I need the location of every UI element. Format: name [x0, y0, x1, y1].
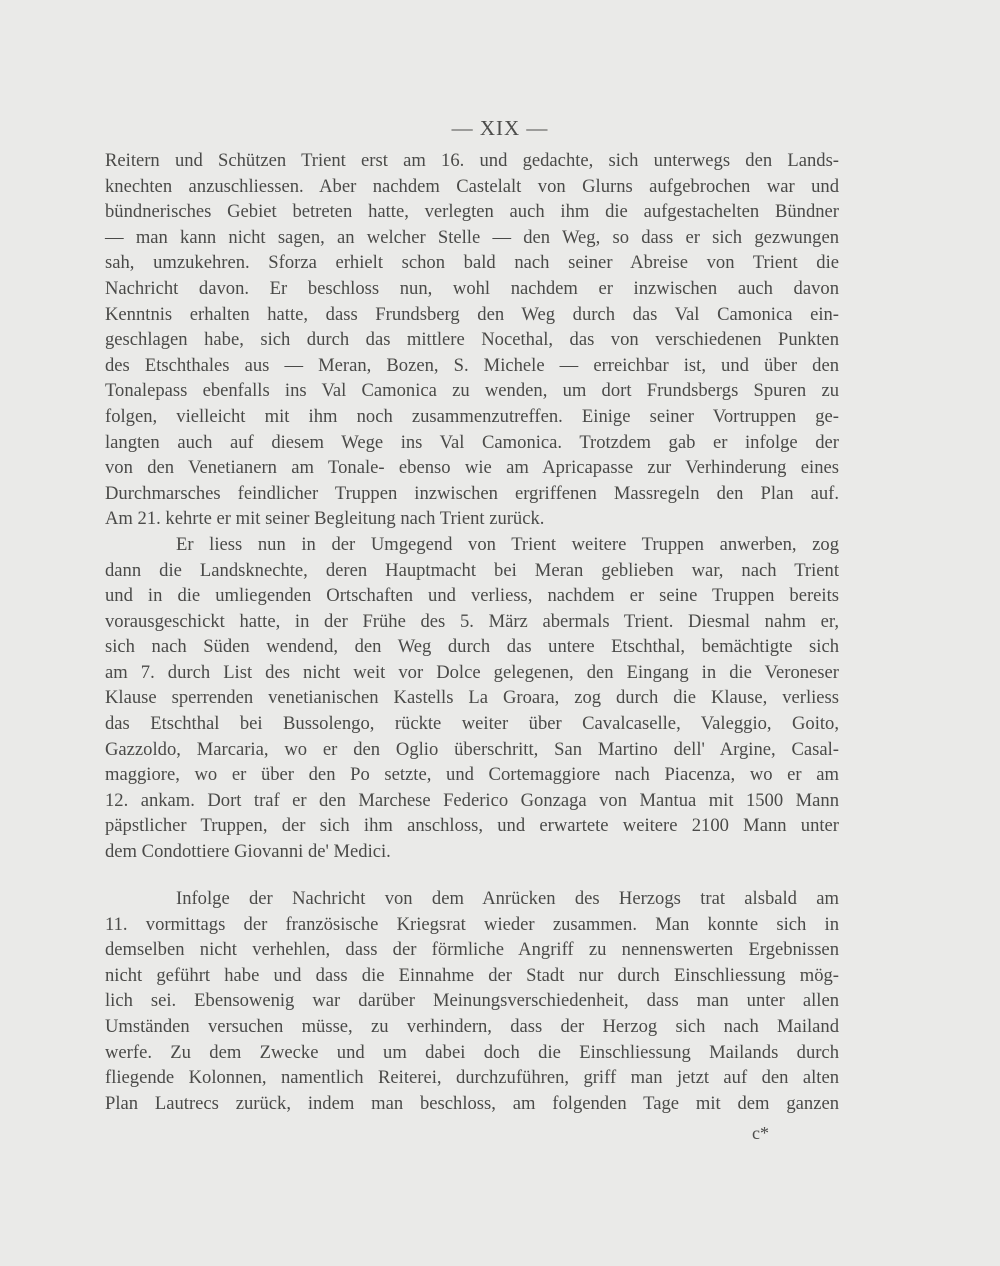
text-line: Reitern und Schützen Trient erst am 16. und gedachte, sich unterwegs den Lands- — [105, 150, 839, 171]
text-line: päpstlicher Truppen, der sich ihm anschloss, und erwartete weitere 2100 Mann unter — [105, 815, 839, 837]
text-line: Infolge der Nachricht von dem Anrücken des Herzogs trat alsbald am — [176, 888, 839, 909]
signature-mark: c* — [752, 1123, 769, 1143]
text-line: des Etschthales aus — Meran, Bozen, S. Michele — erreichbar ist, und über den — [105, 354, 839, 376]
text-line: Klause sperrenden venetianischen Kastells La Groara, zog durch die Klause, verliess — [105, 687, 839, 709]
text-line: werfe. Zu dem Zwecke und um dabei doch die Einschliessung Mailands durch — [105, 1041, 839, 1063]
text-line: Am 21. kehrte er mit seiner Begleitung nach Trient zurück. — [105, 508, 545, 530]
page-number-header: — XIX — — [451, 116, 549, 140]
text-line: nicht geführt habe und dass die Einnahme der Stadt nur durch Einschliessung mög- — [105, 964, 839, 986]
text-line: folgen, vielleicht mit ihm noch zusammenzutreffen. Einige seiner Vortruppen ge- — [105, 405, 839, 427]
text-line: knechten anzuschliessen. Aber nachdem Castelalt von Glurns aufgebrochen war und — [105, 175, 839, 197]
text-line: langten auch auf diesem Wege ins Val Camonica. Trotzdem gab er infolge der — [105, 431, 839, 453]
text-line: 11. vormittags der französische Kriegsrat wieder zusammen. Man konnte sich in — [105, 913, 839, 935]
text-line: lich sei. Ebensowenig war darüber Meinungsverschiedenheit, dass man unter allen — [105, 990, 839, 1012]
paragraph-2 — [105, 532, 839, 865]
text-line: vorausgeschickt hatte, in der Frühe des 5. März abermals Trient. Diesmal nahm er, — [105, 610, 839, 632]
text-line: dann die Landsknechte, deren Hauptmacht bei Meran geblieben war, nach Trient — [105, 559, 839, 581]
text-line: am 7. durch List des nicht weit vor Dolce gelegenen, den Eingang in die Veroneser — [105, 661, 839, 683]
text-line: von den Venetianern am Tonale- ebenso wie am Apricapasse zur Verhinderung eines — [105, 457, 839, 479]
paragraph-3 — [105, 886, 839, 1116]
text-line: 12. ankam. Dort traf er den Marchese Federico Gonzaga von Mantua mit 1500 Mann — [105, 789, 839, 811]
paragraph-1 — [105, 148, 839, 532]
text-line: Gazzoldo, Marcaria, wo er den Oglio überschritt, San Martino dell' Argine, Casal- — [105, 738, 839, 760]
text-line: sich nach Süden wendend, den Weg durch das untere Etschthal, bemächtigte sich — [105, 636, 839, 658]
text-line: bündnerisches Gebiet betreten hatte, verlegten auch ihm die aufgestachelten Bündner — [105, 201, 839, 223]
text-line: Tonalepass ebenfalls ins Val Camonica zu wenden, um dort Frundsbergs Spuren zu — [105, 380, 839, 402]
text-line: das Etschthal bei Bussolengo, rückte weiter über Cavalcaselle, Valeggio, Goito, — [105, 713, 839, 735]
text-line: fliegende Kolonnen, namentlich Reiterei, durchzuführen, griff man jetzt auf den alten — [105, 1067, 839, 1089]
text-line: Umständen versuchen müsse, zu verhindern, dass der Herzog sich nach Mailand — [105, 1015, 839, 1037]
text-line: — man kann nicht sagen, an welcher Stelle — den Weg, so dass er sich gezwungen — [105, 226, 839, 248]
text-line: maggiore, wo er über den Po setzte, und Cortemaggiore nach Piacenza, wo er am — [105, 764, 839, 786]
text-line: geschlagen habe, sich durch das mittlere Nocethal, das von verschiedenen Punkten — [105, 329, 839, 351]
text-line: Durchmarsches feindlicher Truppen inzwischen ergriffenen Massregeln den Plan auf. — [105, 482, 839, 504]
text-line: demselben nicht verhehlen, dass der förmliche Angriff zu nennenswerten Ergebnissen — [105, 939, 839, 961]
text-line: Er liess nun in der Umgegend von Trient weitere Truppen anwerben, zog — [176, 533, 839, 555]
text-line: Kenntnis erhalten hatte, dass Frundsberg den Weg durch das Val Camonica ein- — [105, 303, 839, 325]
text-line: dem Condottiere Giovanni de' Medici. — [105, 841, 391, 863]
text-line: sah, umzukehren. Sforza erhielt schon bald nach seiner Abreise von Trient die — [105, 252, 839, 274]
text-line: Nachricht davon. Er beschloss nun, wohl nachdem er inzwischen auch davon — [105, 277, 839, 299]
text-block-upper — [105, 148, 839, 865]
text-line: und in die umliegenden Ortschaften und verliess, nachdem er seine Truppen bereits — [105, 585, 839, 607]
text-block-lower — [105, 886, 839, 1116]
text-line: Plan Lautrecs zurück, indem man beschloss, am folgenden Tage mit dem ganzen — [105, 1092, 839, 1114]
